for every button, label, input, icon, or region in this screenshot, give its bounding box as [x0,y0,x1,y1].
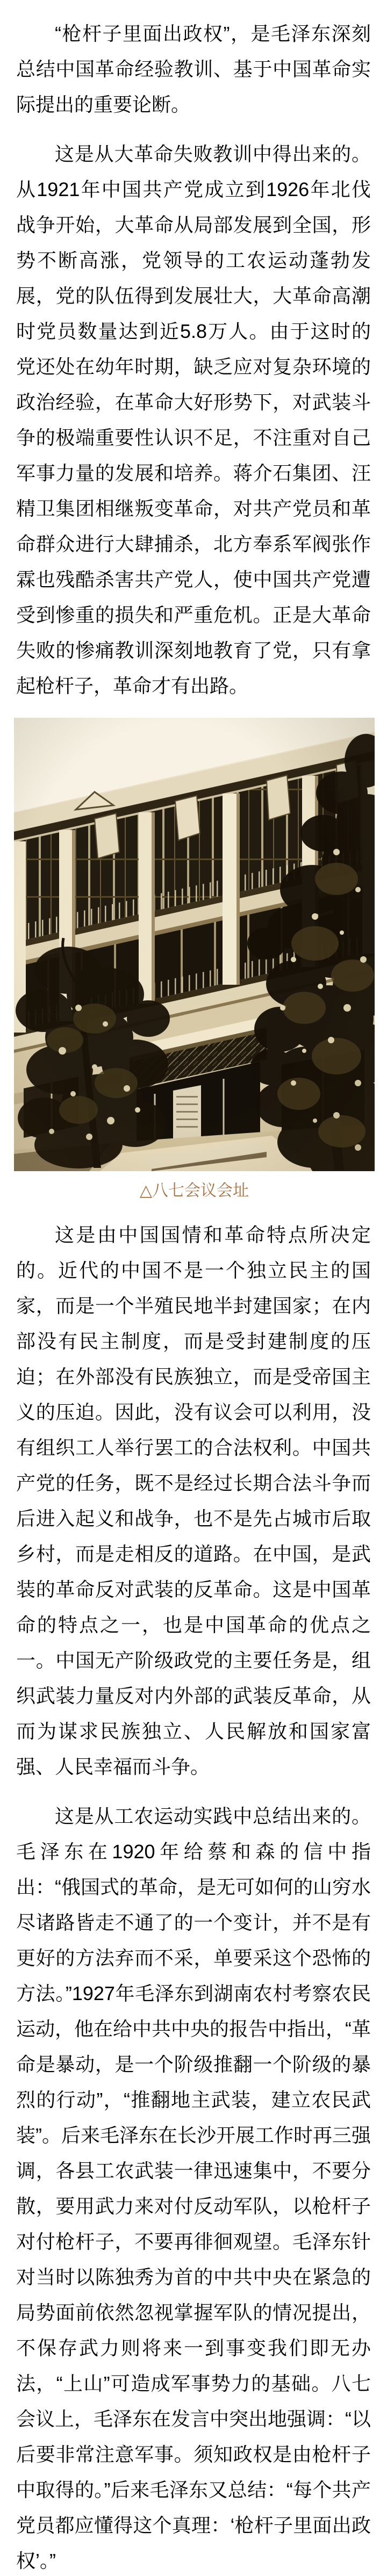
paragraph-3: 这是由中国国情和革命特点所决定的。近代的中国不是一个独立民主的国家，而是一个半殖民地半封建国家；在内部没有民主制度，而是受封建制度的压迫；在外部没有民族独立，而是受帝国主义的压迫。因此，没有议会可以利用，没有组织工人举行罢工的合法权利。中国共产党的任务，既不是经过长期合法斗争而后进入起义和战争，也不是先占城市后取乡村，而是走相反的道路。在中国，是武装的革命反对武装的反革命。这是中国革命的特点之一，也是中国革命的优点之一。中国无产阶级政党的主要任务是，组织武装力量反对内外部的武装反革命，从而为谋求民族独立、人民解放和国家富强、人民幸福而斗争。 [16,1224,371,1778]
paragraph-4: 这是从工农运动实践中总结出来的。毛泽东在1920年给蔡和森的信中指出：“俄国式的革命，是无可如何的山穷水尽诸路皆走不通了的一个变计，并不是有更好的方法弃而不采，单要采这个恐怖的方法。”1927年毛泽东到湖南农村考察农民运动，他在给中共中央的报告中指出，“革命是暴动，是一个阶级推翻一个阶级的暴烈的行动”，“推翻地主武装，建立农民武装”。后来毛泽东在长沙开展工作时再三强调，各县工农武装一律迅速集中，不要分散，要用武力来对付反动军队，以枪杆子对付枪杆子，不要再徘徊观望。毛泽东针对当时以陈独秀为首的中共中央在紧急的局势面前依然忽视掌握军队的情况提出，不保存武力则将来一到事变我们即无办法，“上山”可造成军事势力的基础。八七会议上，毛泽东在发言中突出地强调：“以后要非常注意军事。须知政权是由枪杆子中取得的。”后来毛泽东又总结：“每个共产党员都应懂得这个真理：‘枪杆子里面出政权’。” [16,1805,371,2572]
photo-caption: △八七会议会址 [139,1182,249,1200]
paragraph-2: 这是从大革命失败教训中得出来的。从1921年中国共产党成立到1926年北伐战争开始，大革命从局部发展到全国，形势不断高涨，党领导的工农运动蓬勃发展，党的队伍得到发展壮大，大革命高潮时党员数量达到近5.8万人。由于这时的党还处在幼年时期，缺乏应对复杂环境的政治经验，在革命大好形势下，对武装斗争的极端重要性认识不足，不注重对自己军事力量的发展和培养。蒋介石集团、汪精卫集团相继叛变革命，对共产党员和革命群众进行大肆捕杀，北方奉系军阀张作霖也残酷杀害共产党人，使中国共产党遭受到惨重的损失和严重危机。正是大革命失败的惨痛教训深刻地教育了党，只有拿起枪杆子，革命才有出路。 [16,143,371,697]
figure-august-7-site [14,718,375,1202]
august-7-meeting-site-photo [14,718,375,1171]
paragraph-1: “枪杆子里面出政权”，是毛泽东深刻总结中国革命经验教训、基于中国革命实际提出的重要论断。 [16,23,371,116]
